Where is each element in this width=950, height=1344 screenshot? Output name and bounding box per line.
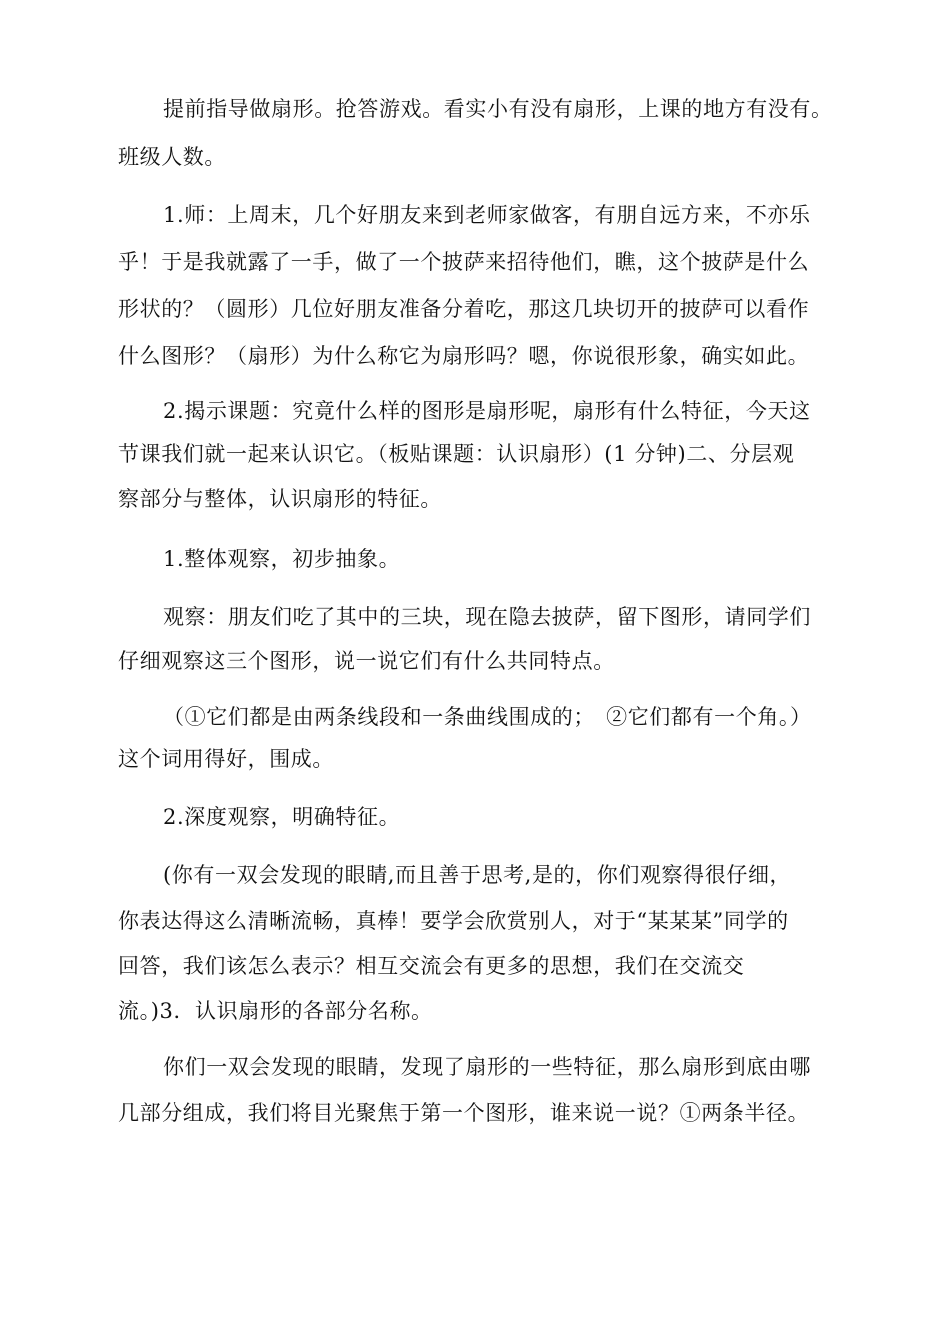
text-line: 察部分与整体，认识扇形的特征。 — [118, 487, 442, 511]
text-line: 形状的？（圆形）几位好朋友准备分着吃，那这几块切开的披萨可以看作 — [118, 297, 810, 321]
text-line: 2.揭示课题：究竟什么样的图形是扇形呢，扇形有什么特征，今天这 — [163, 399, 811, 423]
text-line: 几部分组成，我们将目光聚焦于第一个图形，谁来说一说？①两条半径。 — [118, 1101, 810, 1125]
text-line: 什么图形？（扇形）为什么称它为扇形吗？嗯，你说很形象，确实如此。 — [118, 344, 810, 368]
text-line: 1.整体观察，初步抽象。 — [163, 547, 401, 571]
text-line: 乎！于是我就露了一手，做了一个披萨来招待他们，瞧，这个披萨是什么 — [118, 250, 810, 274]
text-line: 流。)3．认识扇形的各部分名称。 — [118, 999, 433, 1023]
text-line: 班级人数。 — [118, 145, 226, 169]
text-line: 你表达得这么清晰流畅，真棒！要学会欣赏别人，对于“某某某”同学的 — [118, 909, 789, 933]
text-line: （①它们都是由两条线段和一条曲线围成的； ②它们都有一个角。） — [163, 705, 812, 729]
text-line: (你有一双会发现的眼睛,而且善于思考,是的，你们观察得很仔细， — [163, 863, 792, 887]
text-line: 观察：朋友们吃了其中的三块，现在隐去披萨，留下图形，请同学们 — [163, 605, 811, 629]
text-line: 仔细观察这三个图形，说一说它们有什么共同特点。 — [118, 649, 615, 673]
text-line: 你们一双会发现的眼睛，发现了扇形的一些特征，那么扇形到底由哪 — [163, 1055, 811, 1079]
text-line: 回答，我们该怎么表示？相互交流会有更多的思想，我们在交流交 — [118, 954, 745, 978]
text-line: 节课我们就一起来认识它。（板贴课题：认识扇形）(1 分钟)二、分层观 — [118, 442, 795, 466]
text-line: 1.师：上周末，几个好朋友来到老师家做客，有朋自远方来，不亦乐 — [163, 203, 811, 227]
text-line: 这个词用得好，围成。 — [118, 747, 334, 771]
text-line: 提前指导做扇形。抢答游戏。看实小有没有扇形，上课的地方有没有。 — [163, 97, 833, 121]
text-line: 2.深度观察，明确特征。 — [163, 805, 401, 829]
